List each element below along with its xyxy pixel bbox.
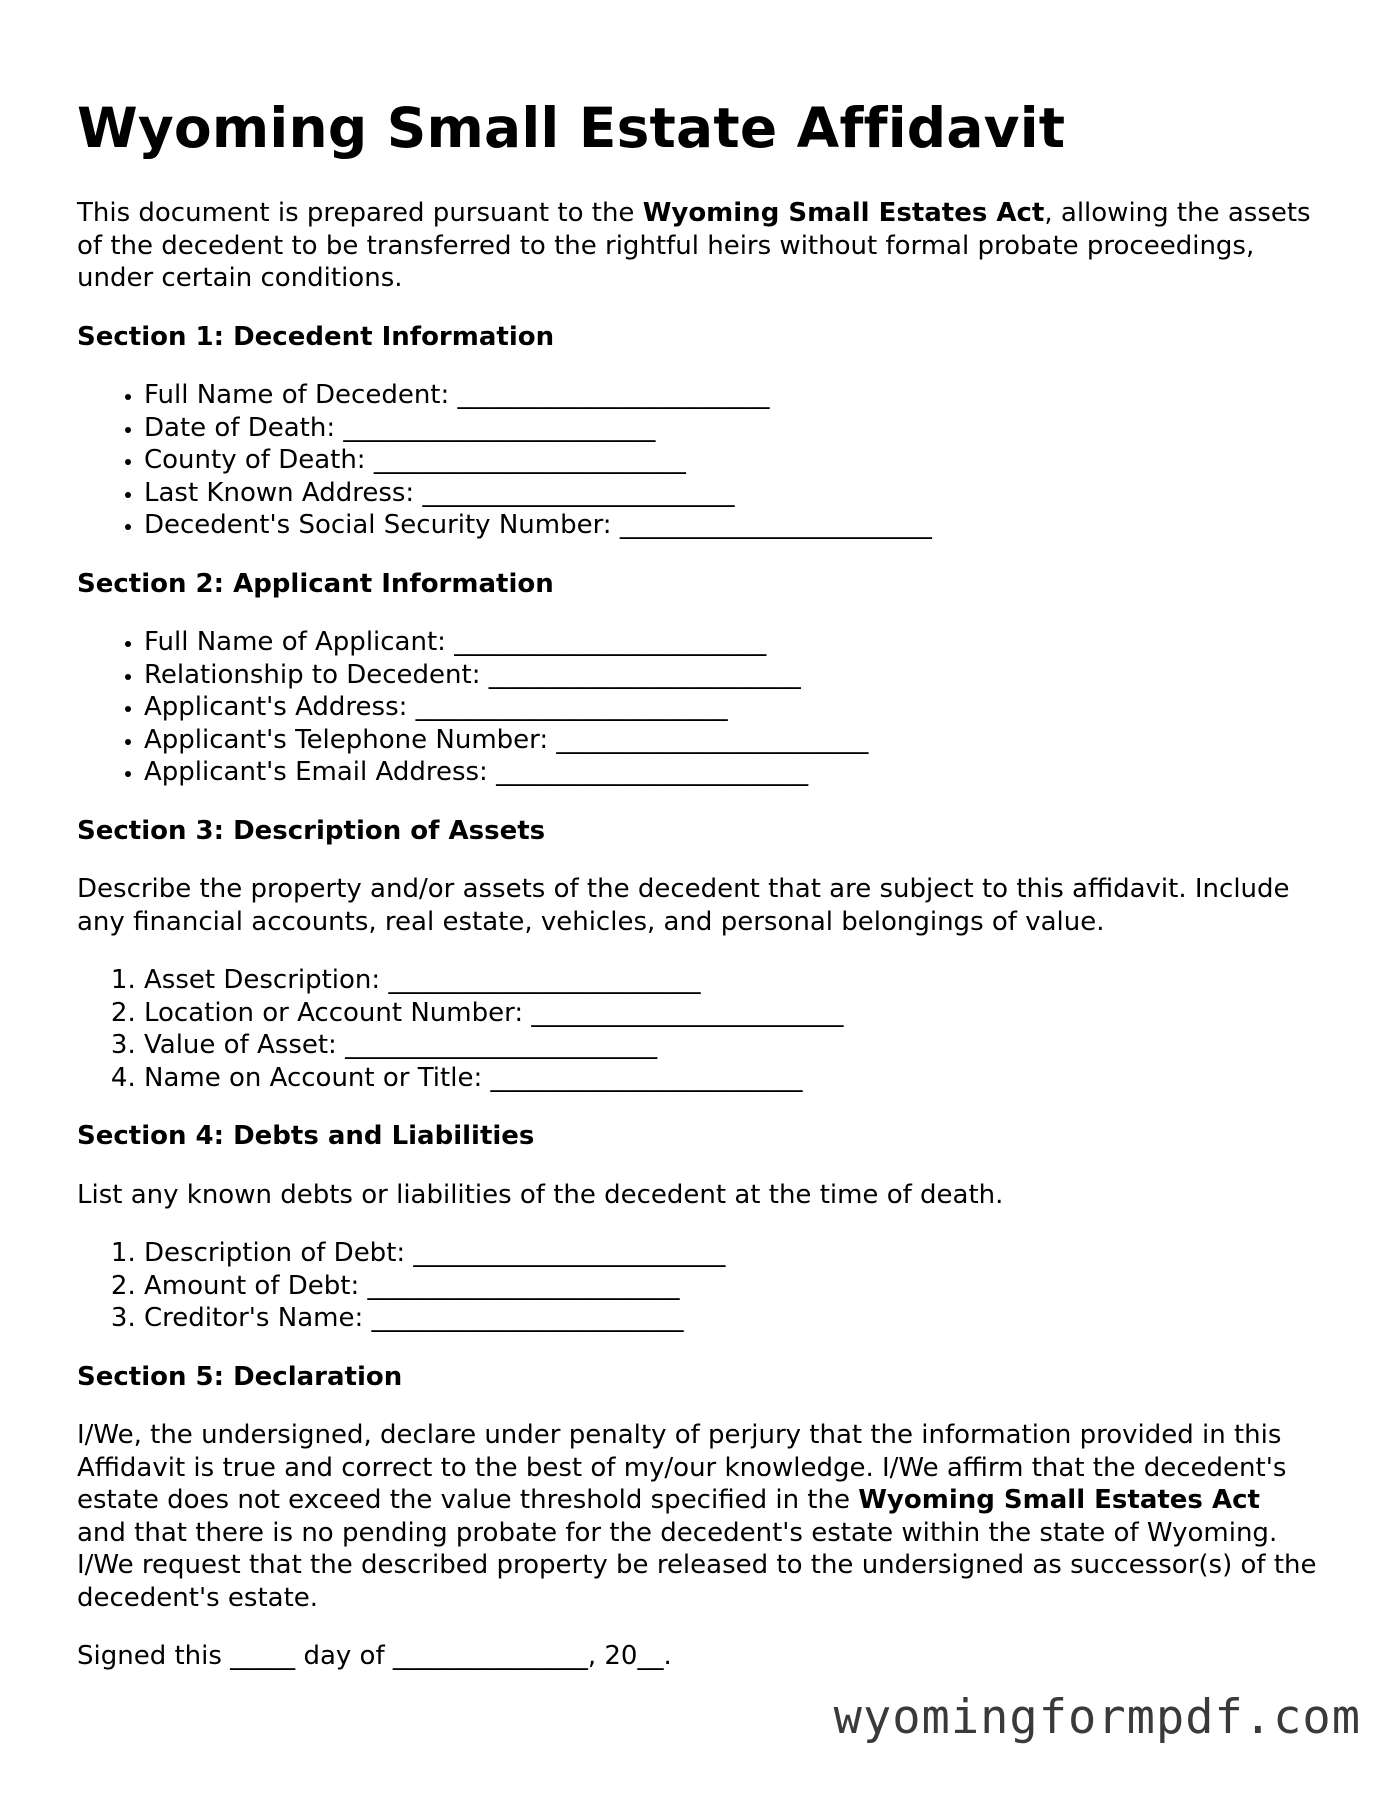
list-item — [144, 659, 1317, 692]
fill-in-blank[interactable]: ________________________ — [490, 1062, 803, 1093]
field-label: Full Name of Applicant: — [144, 627, 446, 657]
fill-in-blank[interactable]: ________________________ — [457, 380, 770, 410]
fill-in-blank[interactable]: ________________________ — [531, 997, 844, 1028]
field-label: Applicant's Telephone Number: — [144, 724, 549, 755]
list-item — [144, 509, 1317, 542]
fill-in-blank[interactable]: ________________________ — [373, 445, 686, 475]
field-label: Date of Death: — [144, 412, 336, 443]
field-label: Name on Account or Title: — [144, 1062, 483, 1093]
fill-in-blank[interactable]: ________________________ — [345, 1030, 658, 1060]
declaration-act-name: Wyoming Small Estates Act — [858, 1485, 1260, 1515]
field-label: Asset Description: — [144, 965, 381, 995]
list-item — [144, 379, 1317, 412]
field-label: Full Name of Decedent: — [144, 380, 450, 410]
fill-in-blank[interactable]: ________________________ — [343, 412, 656, 443]
list-item — [144, 964, 1317, 997]
declaration-text-b: and that there is no pending probate for the decedent's estate within the state of Wyoming. I/We request that the described property be released to the undersigned as successor(s) of the decedent's estate. — [77, 1517, 1317, 1613]
applicant-info-list — [77, 626, 1317, 789]
fill-in-blank[interactable]: ________________________ — [371, 1303, 684, 1333]
field-label: Applicant's Email Address: — [144, 757, 488, 787]
field-label: Creditor's Name: — [144, 1303, 364, 1333]
field-label: Value of Asset: — [144, 1030, 337, 1060]
list-item — [144, 1270, 1317, 1303]
field-label: Relationship to Decedent: — [144, 659, 481, 690]
fill-in-blank[interactable]: ________________________ — [367, 1270, 680, 1301]
decedent-info-list — [77, 379, 1317, 542]
list-item — [144, 444, 1317, 477]
field-label: Last Known Address: — [144, 477, 415, 508]
list-item — [144, 626, 1317, 659]
fill-in-blank[interactable]: ________________________ — [488, 659, 801, 690]
affidavit-document — [77, 95, 1317, 1699]
intro-text-before: This document is prepared pursuant to the — [77, 198, 643, 228]
declaration-paragraph — [77, 1419, 1317, 1614]
declaration-text-a: I/We, the undersigned, declare under penalty of perjury that the information provided in this Affidavit is true and correct to the best of my/our knowledge. I/We affirm that the decedent's estate does not exceed the value threshold specified in the — [77, 1420, 1287, 1515]
field-label: Location or Account Number: — [144, 997, 524, 1028]
intro-paragraph — [77, 197, 1317, 295]
intro-text-after: , allowing the assets of the decedent to be transferred to the rightful heirs without formal probate proceedings, under certain conditions. — [77, 198, 1311, 293]
assets-list — [77, 964, 1317, 1094]
section-5-heading: Section 5: Declaration — [77, 1361, 403, 1392]
section-2-heading: Section 2: Applicant Information — [77, 568, 554, 599]
list-item — [144, 691, 1317, 724]
field-label: Amount of Debt: — [144, 1270, 360, 1301]
list-item — [144, 1302, 1317, 1335]
fill-in-blank[interactable]: ________________________ — [454, 627, 767, 657]
list-item — [144, 997, 1317, 1030]
assets-description: Describe the property and/or assets of the decedent that are subject to this affidavit. Include any financial accounts, real estate, vehicles, and personal belongings of value. — [77, 874, 1290, 937]
list-item — [144, 756, 1317, 789]
debts-list — [77, 1237, 1317, 1335]
fill-in-blank[interactable]: ________________________ — [556, 724, 869, 755]
debts-description: List any known debts or liabilities of the decedent at the time of death. — [77, 1179, 1004, 1210]
section-3-heading: Section 3: Description of Assets — [77, 815, 546, 846]
watermark: wyomingformpdf.com — [833, 1690, 1361, 1745]
field-label: Description of Debt: — [144, 1238, 406, 1268]
fill-in-blank[interactable]: ________________________ — [619, 510, 932, 540]
section-1-heading: Section 1: Decedent Information — [77, 321, 555, 352]
fill-in-blank[interactable]: ________________________ — [422, 477, 735, 508]
intro-act-name: Wyoming Small Estates Act — [642, 198, 1045, 228]
section-4-heading: Section 4: Debts and Liabilities — [77, 1121, 535, 1151]
field-label: Applicant's Address: — [144, 692, 408, 722]
document-title: Wyoming Small Estate Affidavit — [77, 96, 1066, 160]
signature-date-line: Signed this _____ day of _______________, 20__. — [77, 1641, 672, 1671]
field-label: Decedent's Social Security Number: — [144, 510, 612, 540]
list-item — [144, 1029, 1317, 1062]
list-item — [144, 1062, 1317, 1095]
fill-in-blank[interactable]: ________________________ — [415, 692, 728, 722]
list-item — [144, 477, 1317, 510]
fill-in-blank[interactable]: ________________________ — [496, 757, 809, 787]
fill-in-blank[interactable]: ________________________ — [388, 965, 701, 995]
fill-in-blank[interactable]: ________________________ — [413, 1238, 726, 1268]
list-item — [144, 1237, 1317, 1270]
field-label: County of Death: — [144, 445, 366, 475]
list-item — [144, 412, 1317, 445]
list-item — [144, 724, 1317, 757]
